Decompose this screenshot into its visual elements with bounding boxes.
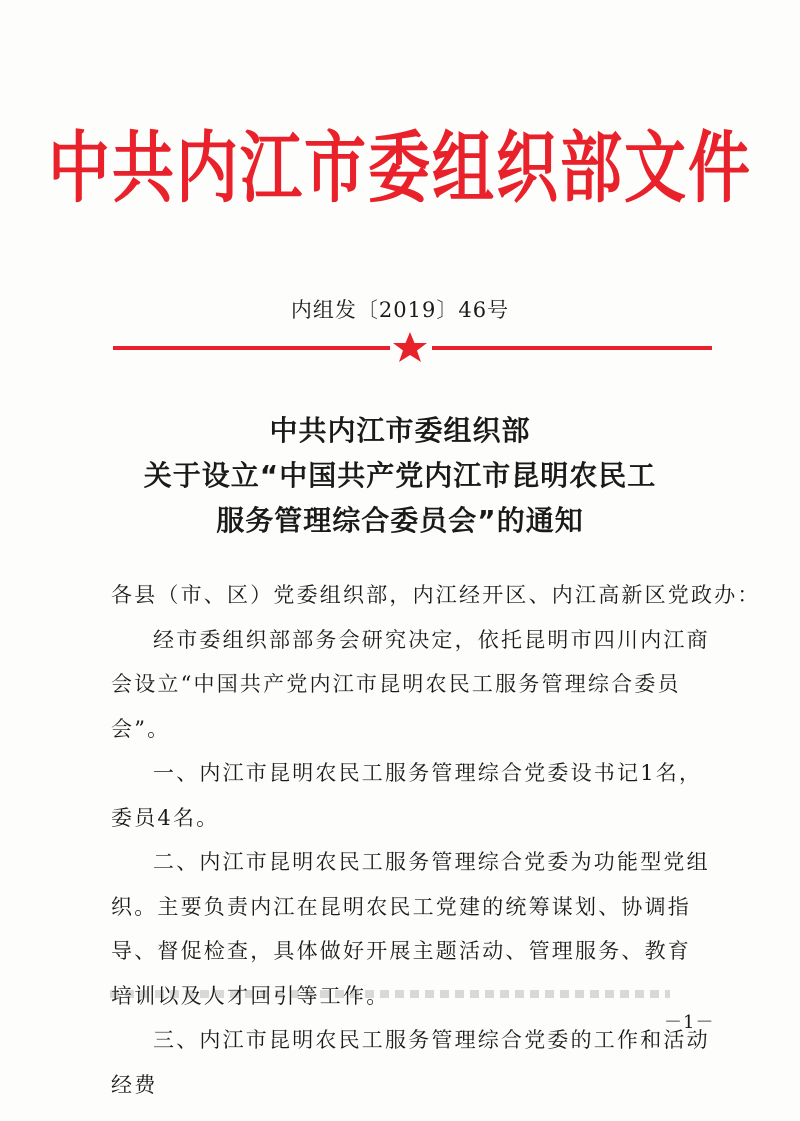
red-rule-left xyxy=(113,346,390,350)
red-star-icon xyxy=(391,331,429,363)
page-number: －1－ xyxy=(664,1012,715,1033)
red-rule-right xyxy=(432,346,712,350)
paragraph-3: 二、内江市昆明农民工服务管理综合党委为功能型党组织。主要负责内江在昆明农民工党建的统筹谋划、协调指导、督促检查，具体做好开展主题活动、管理服务、教育培训以及人才回引等工作。 xyxy=(111,850,710,1008)
salutation: 各县（市、区）党委组织部，内江经开区、内江高新区党政办： xyxy=(111,583,761,607)
document-number: 内组发〔2019〕46号 xyxy=(290,298,510,322)
paragraph-1: 经市委组织部部务会研究决定，依托昆明市四川内江商会设立“中国共产党内江市昆明农民工服务管理综合委员会”。 xyxy=(111,627,710,741)
title-line-1: 中共内江市委组织部 xyxy=(269,414,531,447)
title-line-2: 关于设立“中国共产党内江市昆明农民工 xyxy=(143,459,657,492)
paragraph-2: 一、内江市昆明农民工服务管理综合党委设书记1名，委员4名。 xyxy=(111,761,703,830)
faded-text-line xyxy=(110,990,670,998)
masthead-title: 中共内江市委组织部文件 xyxy=(47,121,752,213)
title-line-3: 服务管理综合委员会”的通知 xyxy=(216,504,584,537)
document-title xyxy=(60,408,740,543)
paragraph-4: 三、内江市昆明农民工服务管理综合党委的工作和活动经费 xyxy=(111,1028,710,1097)
document-body xyxy=(111,573,761,1107)
